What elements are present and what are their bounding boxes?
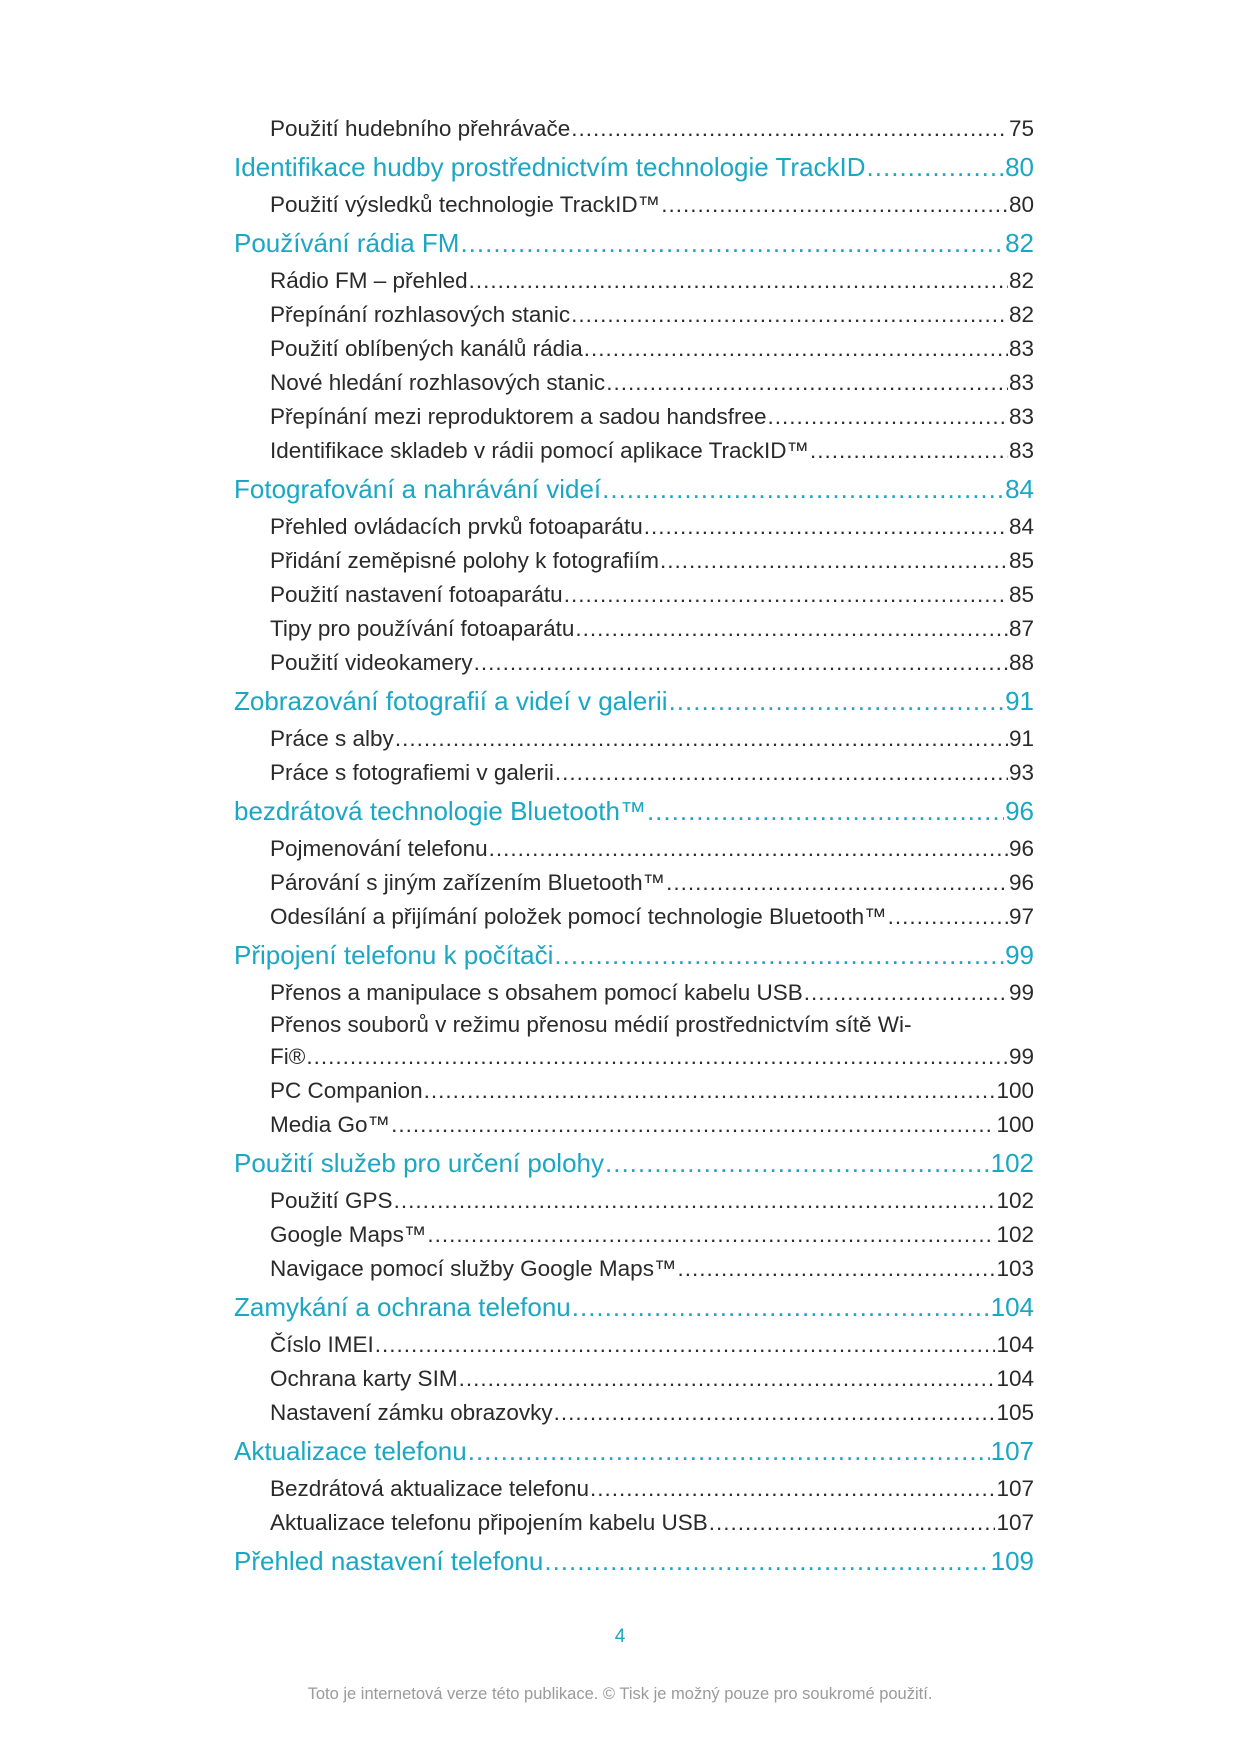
dot-leader <box>474 646 1008 680</box>
toc-entry-label: Nastavení zámku obrazovky <box>270 1400 553 1425</box>
dot-leader <box>571 112 1008 146</box>
page-number: 4 <box>614 1626 626 1647</box>
toc-entry[interactable] <box>234 612 1034 646</box>
toc-entry-label: PC Companion <box>270 1078 423 1103</box>
dot-leader <box>666 866 1008 900</box>
dot-leader <box>810 434 1008 468</box>
dot-leader <box>469 264 1008 298</box>
toc-section-label: Zamykání a ochrana telefonu <box>234 1292 571 1322</box>
dot-leader <box>459 1362 996 1396</box>
toc-entry[interactable] <box>234 188 1034 222</box>
toc-entry-label: Aktualizace telefonu připojením kabelu USB <box>270 1510 708 1535</box>
toc-entry-label: Použití nastavení fotoaparátu <box>270 582 563 607</box>
dot-leader <box>554 934 1004 976</box>
toc-entry-label: Identifikace skladeb v rádii pomocí aplikace TrackID™ <box>270 438 809 463</box>
toc-section[interactable] <box>234 680 1034 722</box>
toc-entry[interactable] <box>234 298 1034 332</box>
toc-entry[interactable] <box>234 544 1034 578</box>
toc-section-label: Použití služeb pro určení polohy <box>234 1148 604 1178</box>
toc-entry-page: 96 <box>1008 870 1034 895</box>
dot-leader <box>375 1328 996 1362</box>
toc-entry[interactable] <box>234 1108 1034 1142</box>
toc-section[interactable] <box>234 1430 1034 1472</box>
toc-entry-label: Navigace pomocí služby Google Maps™ <box>270 1256 677 1281</box>
toc-entry[interactable] <box>234 400 1034 434</box>
toc-entry-label: Tipy pro používání fotoaparátu <box>270 616 575 641</box>
toc-entry[interactable] <box>234 434 1034 468</box>
toc-entry-page: 83 <box>1008 336 1034 361</box>
toc-entry-page: 102 <box>996 1222 1034 1247</box>
toc-entry-page: 83 <box>1008 370 1034 395</box>
toc-entry[interactable] <box>234 1506 1034 1540</box>
toc-section-page: 96 <box>1005 796 1034 826</box>
toc-entry-page: 83 <box>1008 404 1034 429</box>
toc-entry-page: 97 <box>1008 904 1034 929</box>
toc-entry[interactable] <box>234 756 1034 790</box>
toc-entry-label: Práce s alby <box>270 726 394 751</box>
toc-entry-label: Pojmenování telefonu <box>270 836 488 861</box>
toc-section[interactable] <box>234 1286 1034 1328</box>
dot-leader <box>590 1472 995 1506</box>
toc-section[interactable] <box>234 790 1034 832</box>
toc-entry-page: 85 <box>1008 548 1034 573</box>
toc-entry-label: Přidání zeměpisné polohy k fotografiím <box>270 548 659 573</box>
toc-entry-label: Použití oblíbených kanálů rádia <box>270 336 583 361</box>
toc-entry[interactable] <box>234 112 1034 146</box>
toc-entry[interactable] <box>234 900 1034 934</box>
toc-entry-label: Nové hledání rozhlasových stanic <box>270 370 606 395</box>
dot-leader <box>867 146 1005 188</box>
toc-entry-page: 84 <box>1008 514 1034 539</box>
toc-entry[interactable] <box>234 1184 1034 1218</box>
toc-entry[interactable] <box>234 578 1034 612</box>
toc-entry-page: 105 <box>996 1400 1034 1425</box>
toc-section[interactable] <box>234 1540 1034 1582</box>
dot-leader <box>555 756 1008 790</box>
toc-entry[interactable] <box>234 1252 1034 1286</box>
toc-entry-label: Odesílání a přijímání položek pomocí technologie Bluetooth™ <box>270 904 887 929</box>
toc-entry-page: 107 <box>996 1476 1034 1501</box>
dot-leader <box>804 976 1008 1010</box>
toc-entry-label: Přepínání mezi reproduktorem a sadou handsfree <box>270 404 767 429</box>
toc-section-page: 99 <box>1005 940 1034 970</box>
toc-entry-label: Použití výsledků technologie TrackID™ <box>270 192 661 217</box>
toc-entry-label: Přehled ovládacích prvků fotoaparátu <box>270 514 643 539</box>
toc-entry-page: 99 <box>1008 980 1034 1005</box>
toc-entry-page: 104 <box>996 1366 1034 1391</box>
toc-entry-page: 75 <box>1008 116 1034 141</box>
toc-section-page: 84 <box>1005 474 1034 504</box>
toc-entry-page: 99 <box>1008 1044 1034 1069</box>
toc-entry-label: Párování s jiným zařízením Bluetooth™ <box>270 870 666 895</box>
dot-leader <box>575 612 1008 646</box>
dot-leader <box>768 400 1008 434</box>
toc-entry[interactable] <box>234 976 1034 1010</box>
toc-entry[interactable] <box>234 646 1034 680</box>
toc-section[interactable] <box>234 1142 1034 1184</box>
toc-entry-label: Použití GPS <box>270 1188 393 1213</box>
toc-section[interactable] <box>234 222 1034 264</box>
toc-entry-page: 80 <box>1008 192 1034 217</box>
toc-entry[interactable] <box>234 1472 1034 1506</box>
toc-entry-page: 96 <box>1008 836 1034 861</box>
toc-section-page: 80 <box>1005 152 1034 182</box>
dot-leader <box>677 1252 995 1286</box>
toc-section-label: Aktualizace telefonu <box>234 1436 467 1466</box>
toc-entry-label: Použití videokamery <box>270 650 473 675</box>
toc-section-page: 82 <box>1005 228 1034 258</box>
toc-entry[interactable] <box>234 1396 1034 1430</box>
toc-entry-page: 82 <box>1008 268 1034 293</box>
toc-section[interactable] <box>234 146 1034 188</box>
dot-leader <box>661 188 1008 222</box>
dot-leader <box>602 468 1004 510</box>
toc-entry-label: Přepínání rozhlasových stanic <box>270 302 571 327</box>
toc-entry[interactable] <box>234 510 1034 544</box>
dot-leader <box>391 1108 995 1142</box>
toc-entry[interactable] <box>234 722 1034 756</box>
toc-entry-label: Google Maps™ <box>270 1222 427 1247</box>
footer-note: Toto je internetová verze této publikace. © Tisk je možný pouze pro soukromé použití. <box>307 1685 933 1703</box>
dot-leader <box>564 578 1008 612</box>
toc-section-label: Identifikace hudby prostřednictvím technologie TrackID <box>234 152 866 182</box>
dot-leader <box>571 298 1008 332</box>
toc-entry-page: 107 <box>996 1510 1034 1535</box>
dot-leader <box>572 1286 990 1328</box>
toc-entry-page: 91 <box>1008 726 1034 751</box>
dot-leader <box>644 510 1008 544</box>
toc-entry[interactable] <box>234 832 1034 866</box>
toc-entry[interactable] <box>234 264 1034 298</box>
toc-section-page: 104 <box>990 1292 1034 1322</box>
toc-entry-page: 93 <box>1008 760 1034 785</box>
toc-entry-label: Ochrana karty SIM <box>270 1366 458 1391</box>
toc-entry-page: 103 <box>996 1256 1034 1281</box>
toc-entry-page: 87 <box>1008 616 1034 641</box>
toc-section-label: Fotografování a nahrávání videí <box>234 474 602 504</box>
toc-entry[interactable] <box>234 1074 1034 1108</box>
dot-leader <box>460 222 1004 264</box>
toc-entry-label: Použití hudebního přehrávače <box>270 116 571 141</box>
toc-entry-label: Media Go™ <box>270 1112 391 1137</box>
toc-entry-page: 100 <box>996 1078 1034 1103</box>
toc-section-page: 109 <box>990 1546 1034 1576</box>
toc-entry[interactable] <box>234 1218 1034 1252</box>
toc-section-label: Připojení telefonu k počítači <box>234 940 554 970</box>
dot-leader <box>584 332 1008 366</box>
dot-leader <box>605 1142 990 1184</box>
toc-entry-label: Práce s fotografiemi v galerii <box>270 760 554 785</box>
dot-leader <box>424 1074 996 1108</box>
toc-entry-page: 85 <box>1008 582 1034 607</box>
dot-leader <box>709 1506 996 1540</box>
toc-entry-label: Bezdrátová aktualizace telefonu <box>270 1476 589 1501</box>
dot-leader <box>394 1184 996 1218</box>
toc-section-page: 107 <box>990 1436 1034 1466</box>
toc-entry[interactable] <box>234 866 1034 900</box>
dot-leader <box>395 722 1008 756</box>
toc-entry-page: 83 <box>1008 438 1034 463</box>
toc-section-label: Zobrazování fotografií a videí v galerii <box>234 686 668 716</box>
dot-leader <box>660 544 1008 578</box>
dot-leader <box>669 680 1005 722</box>
dot-leader <box>468 1430 990 1472</box>
toc-section-page: 102 <box>990 1148 1034 1178</box>
dot-leader <box>606 366 1008 400</box>
toc-entry-label: Rádio FM – přehled <box>270 268 468 293</box>
toc-section-label: Používání rádia FM <box>234 228 460 258</box>
toc-entry-page: 100 <box>996 1112 1034 1137</box>
toc-entry-label-line[interactable]: Přenos souborů v režimu přenosu médií prostřednictvím sítě Wi- <box>270 1012 912 1037</box>
toc-entry-label: Fi® <box>270 1044 306 1069</box>
table-of-contents <box>234 112 1034 1582</box>
toc-entry-label: Přenos a manipulace s obsahem pomocí kabelu USB <box>270 980 803 1005</box>
dot-leader <box>427 1218 995 1252</box>
toc-entry-label: Číslo IMEI <box>270 1332 374 1357</box>
dot-leader <box>544 1540 989 1582</box>
toc-section[interactable] <box>234 468 1034 510</box>
toc-entry-page: 88 <box>1008 650 1034 675</box>
dot-leader <box>647 790 1004 832</box>
toc-section-page: 91 <box>1005 686 1034 716</box>
dot-leader <box>306 1040 1008 1074</box>
toc-section[interactable] <box>234 934 1034 976</box>
toc-entry[interactable] <box>234 1362 1034 1396</box>
dot-leader <box>888 900 1008 934</box>
toc-entry-page: 102 <box>996 1188 1034 1213</box>
toc-entry-page: 104 <box>996 1332 1034 1357</box>
toc-section-label: Přehled nastavení telefonu <box>234 1546 544 1576</box>
toc-entry[interactable] <box>234 332 1034 366</box>
toc-entry[interactable] <box>234 1328 1034 1362</box>
toc-entry[interactable] <box>234 366 1034 400</box>
dot-leader <box>489 832 1008 866</box>
toc-entry-page: 82 <box>1008 302 1034 327</box>
dot-leader <box>554 1396 996 1430</box>
toc-section-label: bezdrátová technologie Bluetooth™ <box>234 796 646 826</box>
toc-entry[interactable] <box>234 1040 1034 1074</box>
